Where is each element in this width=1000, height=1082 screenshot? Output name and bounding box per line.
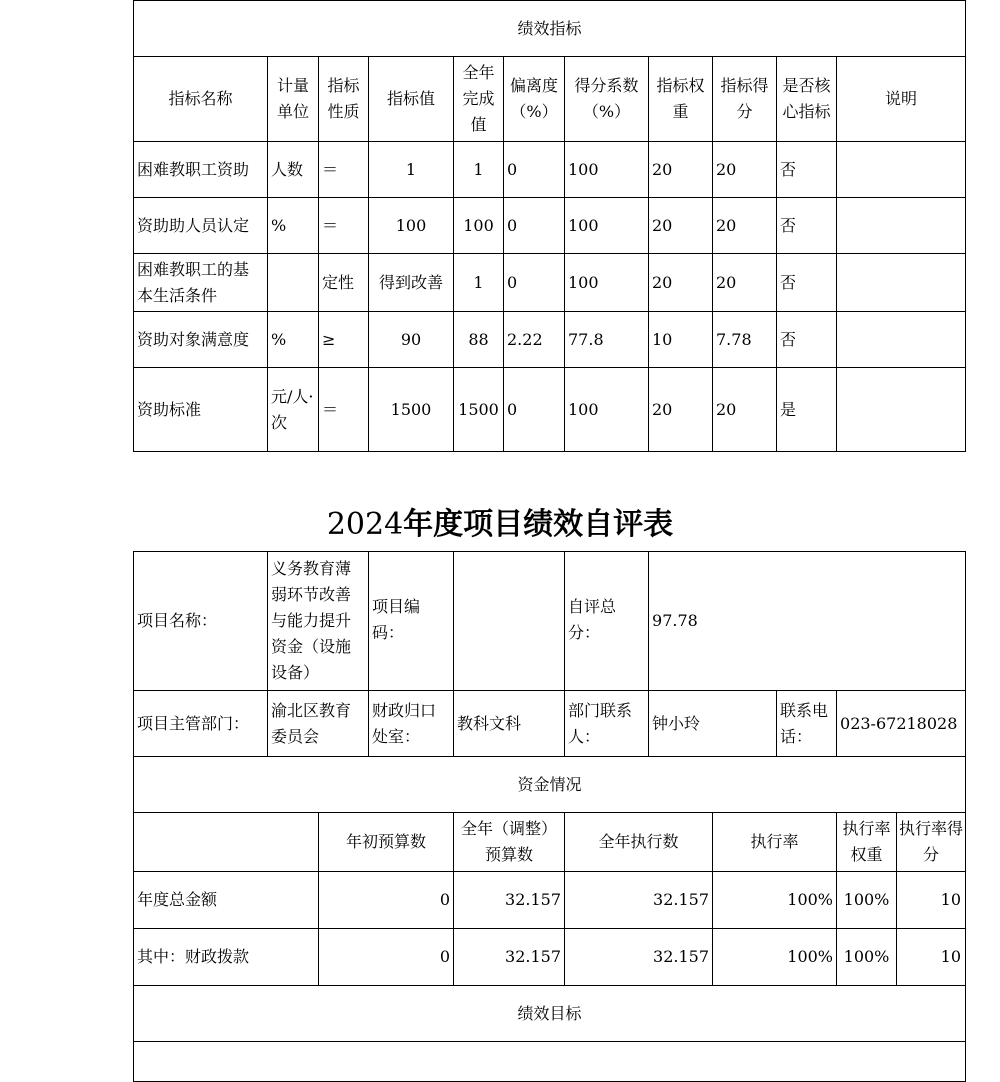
contact-value: 钟小玲	[649, 691, 777, 757]
cell-score-coef: 100	[565, 198, 649, 254]
cell-weight: 10	[649, 312, 713, 368]
cell-nature: ＝	[319, 368, 369, 452]
cell-indicator-name: 资助对象满意度	[134, 312, 268, 368]
table-row	[134, 198, 966, 254]
header-score-coef: 得分系数（%）	[565, 57, 649, 142]
cell-target-value: 100	[369, 198, 454, 254]
cell-core: 否	[777, 254, 837, 312]
header-rate-score: 执行率得分	[899, 819, 964, 864]
form-title-text: 年度项目绩效自评表	[403, 507, 674, 542]
cell-note	[837, 254, 966, 312]
project-code-value	[454, 552, 565, 691]
cell-rate-score: 10	[940, 890, 962, 909]
cell-nature: ＝	[319, 198, 369, 254]
cell-unit: %	[268, 198, 319, 254]
cell-unit: 人数	[268, 142, 319, 198]
header-deviation: 偏离度（%）	[504, 57, 565, 142]
cell-unit: %	[268, 312, 319, 368]
cell-note	[837, 368, 966, 452]
table-row	[134, 872, 966, 929]
header-rate-weight: 执行率权重	[837, 813, 897, 871]
cell-core: 否	[777, 312, 837, 368]
cell-score-coef: 77.8	[565, 312, 649, 368]
cell-score: 20	[713, 198, 777, 254]
cell-score: 20	[713, 254, 777, 312]
header-indicator-name: 指标名称	[134, 57, 268, 142]
header-note: 说明	[837, 57, 966, 142]
header-core: 是否核心指标	[777, 57, 837, 142]
cell-adjusted-budget: 32.157	[454, 929, 565, 986]
project-code-label: 项目编码：	[369, 552, 454, 691]
cell-score-coef: 100	[565, 142, 649, 198]
cell-rate-weight-score	[837, 929, 966, 986]
cell-core: 否	[777, 142, 837, 198]
cell-target-value: 得到改善	[369, 254, 454, 312]
self-score-label: 自评总分：	[565, 552, 649, 691]
cell-weight: 20	[649, 142, 713, 198]
cell-exec-rate: 100%	[713, 929, 837, 986]
cell-initial-budget: 0	[319, 872, 454, 929]
cell-target-value: 1	[369, 142, 454, 198]
cell-note	[837, 312, 966, 368]
cell-actual-value: 1500	[454, 368, 504, 452]
cell-weight: 20	[649, 368, 713, 452]
project-info-row	[134, 552, 966, 691]
header-exec-rate: 执行率	[713, 813, 837, 872]
cell-actual-value: 100	[454, 198, 504, 254]
cell-exec-rate: 100%	[713, 872, 837, 929]
table-row	[134, 254, 966, 312]
goals-content	[134, 1042, 966, 1082]
cell-nature: ＝	[319, 142, 369, 198]
cell-initial-budget: 0	[319, 929, 454, 986]
self-score-value: 97.78	[649, 552, 966, 691]
cell-indicator-name: 困难教职工的基本生活条件	[134, 254, 268, 312]
cell-deviation: 2.22	[504, 312, 565, 368]
cell-actual-value: 1	[454, 254, 504, 312]
funds-header-blank	[134, 813, 319, 872]
funds-section-title: 资金情况	[134, 757, 966, 813]
form-title-year: 2024	[326, 507, 404, 542]
cell-score: 20	[713, 368, 777, 452]
cell-unit	[268, 254, 319, 312]
cell-rate-weight: 100%	[837, 872, 897, 928]
cell-deviation: 0	[504, 142, 565, 198]
dept-value: 渝北区教育委员会	[268, 691, 369, 757]
department-row	[134, 691, 966, 757]
header-weight: 指标权重	[649, 57, 713, 142]
cell-note	[837, 198, 966, 254]
dept-label: 项目主管部门：	[134, 691, 268, 757]
cell-rate-weight-score	[837, 872, 966, 929]
cell-deviation: 0	[504, 368, 565, 452]
indicator-table	[133, 0, 966, 452]
header-initial-budget: 年初预算数	[319, 813, 454, 872]
goals-section-title: 绩效目标	[134, 986, 966, 1042]
cell-adjusted-budget: 32.157	[454, 872, 565, 929]
header-unit: 计量单位	[268, 57, 319, 142]
cell-rate-score: 10	[940, 947, 962, 966]
form-title	[0, 503, 1000, 547]
indicator-header-row	[134, 57, 966, 142]
table-row	[134, 929, 966, 986]
header-actual-value: 全年完成值	[454, 57, 504, 142]
indicator-section-title: 绩效指标	[134, 1, 966, 57]
cell-actual-value: 1	[454, 142, 504, 198]
header-adjusted-budget: 全年（调整）预算数	[454, 813, 565, 872]
header-score: 指标得分	[713, 57, 777, 142]
header-target-value: 指标值	[369, 57, 454, 142]
cell-rate-weight: 100%	[837, 929, 897, 985]
table-row	[134, 312, 966, 368]
table-row	[134, 142, 966, 198]
cell-weight: 20	[649, 198, 713, 254]
cell-score: 20	[713, 142, 777, 198]
table-row	[134, 368, 966, 452]
cell-weight: 20	[649, 254, 713, 312]
header-nature: 指标性质	[319, 57, 369, 142]
project-name-value: 义务教育薄弱环节改善与能力提升资金（设施设备）	[268, 552, 369, 691]
phone-value: 023-67218028	[837, 691, 966, 757]
cell-executed: 32.157	[565, 929, 713, 986]
cell-executed: 32.157	[565, 872, 713, 929]
cell-deviation: 0	[504, 198, 565, 254]
contact-label: 部门联系人：	[565, 691, 649, 757]
cell-actual-value: 88	[454, 312, 504, 368]
cell-indicator-name: 资助标准	[134, 368, 268, 452]
cell-indicator-name: 资助助人员认定	[134, 198, 268, 254]
cell-unit: 元/人·次	[268, 368, 319, 452]
self-evaluation-table	[133, 551, 966, 1082]
cell-core: 否	[777, 198, 837, 254]
funds-header-row	[134, 813, 966, 872]
phone-label: 联系电话：	[777, 691, 837, 757]
cell-nature: 定性	[319, 254, 369, 312]
cell-deviation: 0	[504, 254, 565, 312]
header-rate-weight-score	[837, 813, 966, 872]
cell-score-coef: 100	[565, 254, 649, 312]
cell-fund-item: 年度总金额	[134, 872, 319, 929]
cell-score: 7.78	[713, 312, 777, 368]
cell-nature: ≥	[319, 312, 369, 368]
cell-target-value: 90	[369, 312, 454, 368]
header-executed: 全年执行数	[565, 813, 713, 872]
cell-score-coef: 100	[565, 368, 649, 452]
cell-note	[837, 142, 966, 198]
cell-indicator-name: 困难教职工资助	[134, 142, 268, 198]
project-name-label: 项目名称：	[134, 552, 268, 691]
cell-core: 是	[777, 368, 837, 452]
finance-office-label: 财政归口处室：	[369, 691, 454, 757]
cell-fund-item: 其中：财政拨款	[134, 929, 319, 986]
finance-office-value: 教科文科	[454, 691, 565, 757]
cell-target-value: 1500	[369, 368, 454, 452]
